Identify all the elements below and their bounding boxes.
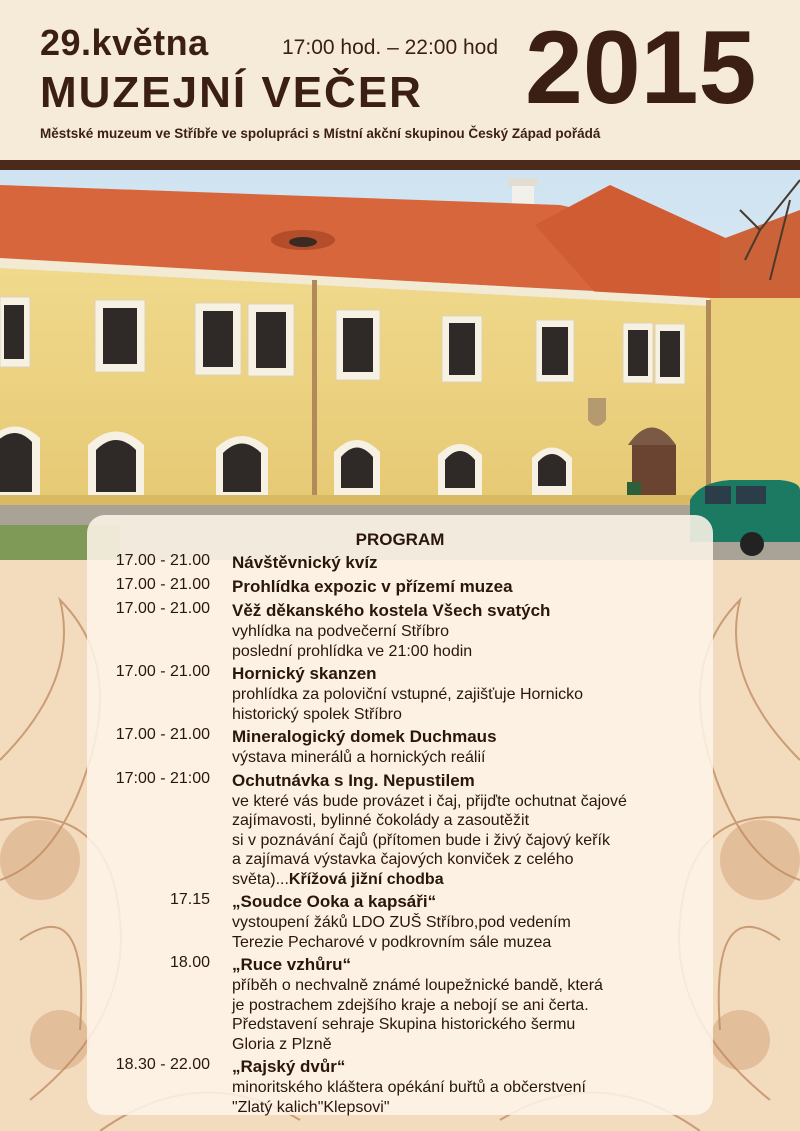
program-entry <box>0 552 800 574</box>
event-title: MUZEJNÍ VEČER <box>40 68 423 117</box>
program-entry <box>0 600 800 661</box>
entry-description-line: ve které vás bude provázet i čaj, přijďte ochutnat čajové <box>232 792 627 810</box>
entry-description-line: Představení sehraje Skupina historického šermu <box>232 1016 576 1033</box>
entry-description-line: minoritského kláštera opékání buřtů a občerstvení <box>232 1079 586 1096</box>
entry-body <box>232 770 712 890</box>
entry-time: 17.00 - 21.00 <box>115 600 210 617</box>
entry-title: Prohlídka expozic v přízemí muzea <box>232 577 513 596</box>
entry-title: Návštěvnický kvíz <box>232 553 378 572</box>
entry-time: 18.30 - 22.00 <box>115 1056 210 1073</box>
entry-title: Ochutnávka s Ing. Nepustilem <box>232 770 475 790</box>
entry-description-line: výstava minerálů a hornických reálií <box>232 749 486 766</box>
event-year: 2015 <box>525 10 757 126</box>
entry-time: 17.00 - 21.00 <box>115 663 210 680</box>
event-date: 29.května <box>40 22 209 63</box>
entry-time: 17.00 - 21.00 <box>115 726 210 743</box>
entry-title: Mineralogický domek Duchmaus <box>232 727 497 746</box>
program-heading: PROGRAM <box>355 530 445 549</box>
program-entry <box>0 1056 800 1117</box>
entry-time: 17:00 - 21:00 <box>115 769 210 787</box>
entry-body <box>232 1056 712 1117</box>
program-entry <box>0 576 800 598</box>
entry-description-line: Gloria z Plzně <box>232 1035 332 1053</box>
entry-description-line: a zajímavá výstavka čajových konviček z celého <box>232 851 574 868</box>
entry-description-line: Terezie Pecharové v podkrovním sále muzea <box>232 933 552 951</box>
entry-title: „Ruce vzhůru“ <box>232 955 352 974</box>
entry-description-line: příběh o nechvalně známé loupežnické bandě, která <box>232 977 603 994</box>
entry-description-line: vystoupení žáků LDO ZUŠ Stříbro,pod vedením <box>232 914 571 931</box>
entry-title: Věž děkanského kostela Všech svatých <box>232 601 551 620</box>
program-entry <box>0 770 800 890</box>
entry-time: 17.15 <box>169 891 210 908</box>
header <box>0 0 800 160</box>
entry-time: 17.00 - 21.00 <box>115 552 210 569</box>
entry-time: 18.00 <box>169 954 210 971</box>
program-entry <box>0 891 800 952</box>
entry-description-line: si v poznávání čajů (přítomen bude i živý čajový keřík <box>232 831 610 849</box>
program-entry <box>0 954 800 1054</box>
entry-description-line: zajímavosti, bylinné čokolády a zasoutěžit <box>232 812 530 829</box>
program-entry <box>0 663 800 724</box>
entry-description-line: poslední prohlídka ve 21:00 hodin <box>232 642 473 660</box>
entry-body <box>232 663 712 724</box>
entry-location: Křížová jižní chodba <box>288 870 444 888</box>
entry-title: Hornický skanzen <box>232 664 377 683</box>
header-divider <box>0 160 800 170</box>
entry-title: „Soudce Ooka a kapsáři“ <box>232 892 437 911</box>
entry-body <box>232 954 712 1054</box>
entry-description-text: světa)... <box>232 870 289 888</box>
entry-description-line: prohlídka za poloviční vstupné, zajišťuje Hornicko <box>232 686 584 703</box>
program-list <box>0 552 800 1119</box>
entry-title: „Rajský dvůr“ <box>232 1057 346 1076</box>
entry-body <box>232 552 712 574</box>
entry-body <box>232 891 712 952</box>
entry-time: 17.00 - 21.00 <box>115 576 210 593</box>
entry-body <box>232 576 712 598</box>
entry-description-line: je postrachem zdejšího kraje a nebojí se ani čerta. <box>232 996 589 1014</box>
organizer-line: Městské muzeum ve Stříbře ve spolupráci s Místní akční skupinou Český Západ pořádá <box>40 126 601 141</box>
entry-description-line <box>232 870 712 890</box>
entry-description-line: historický spolek Stříbro <box>232 705 402 723</box>
program-entry <box>0 726 800 768</box>
entry-body <box>232 726 712 768</box>
entry-description-line: "Zlatý kalich"Klepsovi" <box>232 1098 390 1116</box>
museum-building-photo <box>0 170 800 560</box>
entry-body <box>232 600 712 661</box>
event-time: 17:00 hod. – 22:00 hod <box>282 36 499 59</box>
entry-description-line: vyhlídka na podvečerní Stříbro <box>232 623 450 640</box>
